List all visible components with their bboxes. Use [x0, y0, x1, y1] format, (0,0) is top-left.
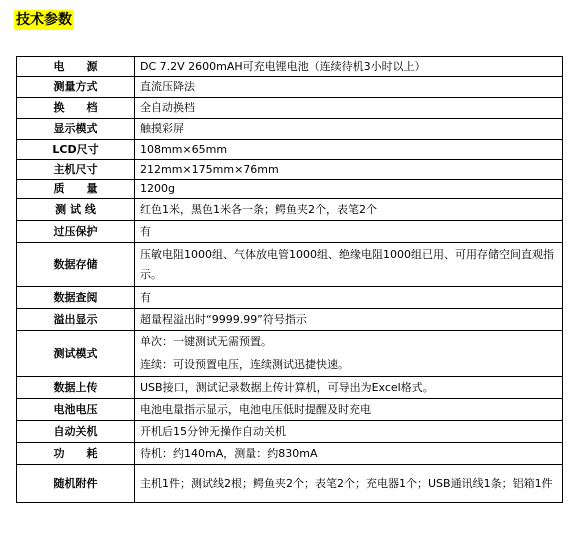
- row-value: 超量程溢出时“9999.99”符号指示: [135, 309, 563, 331]
- row-label: 过压保护: [17, 221, 135, 243]
- row-label: 测 试 线: [17, 199, 135, 221]
- row-value: USB接口，测试记录数据上传计算机，可导出为Excel格式。: [135, 377, 563, 399]
- table-row: [17, 465, 563, 503]
- row-value: 有: [135, 287, 563, 309]
- table-row: [17, 309, 563, 331]
- row-label: 换 档: [17, 98, 135, 119]
- row-value: 主机1件；测试线2根；鳄鱼夹2个；表笔2个；充电器1个；USB通讯线1条；铝箱1件: [135, 465, 563, 503]
- table-row: [17, 331, 563, 377]
- row-label: 数据上传: [17, 377, 135, 399]
- row-value: 212mm×175mm×76mm: [135, 160, 563, 180]
- row-label: 功 耗: [17, 443, 135, 465]
- row-label: 电 源: [17, 57, 135, 77]
- row-label: 电池电压: [17, 399, 135, 421]
- row-label: 质 量: [17, 180, 135, 199]
- row-value: 有: [135, 221, 563, 243]
- table-row: [17, 160, 563, 180]
- row-label: 主机尺寸: [17, 160, 135, 180]
- row-label: 数据存储: [17, 243, 135, 287]
- row-value: 触摸彩屏: [135, 119, 563, 140]
- section-title: 技术参数: [16, 12, 72, 28]
- table-row: [17, 98, 563, 119]
- table-row: [17, 119, 563, 140]
- row-value: 全自动换档: [135, 98, 563, 119]
- row-label: 随机附件: [17, 465, 135, 503]
- row-label: 数据查阅: [17, 287, 135, 309]
- table-row: [17, 140, 563, 160]
- row-value: 待机：约140mA，测量：约830mA: [135, 443, 563, 465]
- table-row: [17, 199, 563, 221]
- table-row: [17, 221, 563, 243]
- table-row: [17, 399, 563, 421]
- row-label: 测量方式: [17, 77, 135, 98]
- row-value: 108mm×65mm: [135, 140, 563, 160]
- row-value: 红色1米，黑色1米各一条；鳄鱼夹2个，表笔2个: [135, 199, 563, 221]
- spec-table: [16, 56, 563, 503]
- row-value: 单次：一键测试无需预置。 连续：可设预置电压，连续测试迅捷快速。: [135, 331, 563, 377]
- table-row: [17, 77, 563, 98]
- table-row: [17, 443, 563, 465]
- table-row: [17, 180, 563, 199]
- row-value: 开机后15分钟无操作自动关机: [135, 421, 563, 443]
- table-row: [17, 243, 563, 287]
- table-row: [17, 287, 563, 309]
- table-row: [17, 421, 563, 443]
- row-value: DC 7.2V 2600mAH可充电锂电池（连续待机3小时以上）: [135, 57, 563, 77]
- row-value: 电池电量指示显示，电池电压低时提醒及时充电: [135, 399, 563, 421]
- row-label: 显示模式: [17, 119, 135, 140]
- row-value: 直流压降法: [135, 77, 563, 98]
- row-value: 1200g: [135, 180, 563, 199]
- row-value: 压敏电阻1000组、气体放电管1000组、绝缘电阻1000组已用、可用存储空间直观指示。: [135, 243, 563, 287]
- table-row: [17, 57, 563, 77]
- table-row: [17, 377, 563, 399]
- row-label: 测试模式: [17, 331, 135, 377]
- row-label: 自动关机: [17, 421, 135, 443]
- row-label: 溢出显示: [17, 309, 135, 331]
- row-label: LCD尺寸: [17, 140, 135, 160]
